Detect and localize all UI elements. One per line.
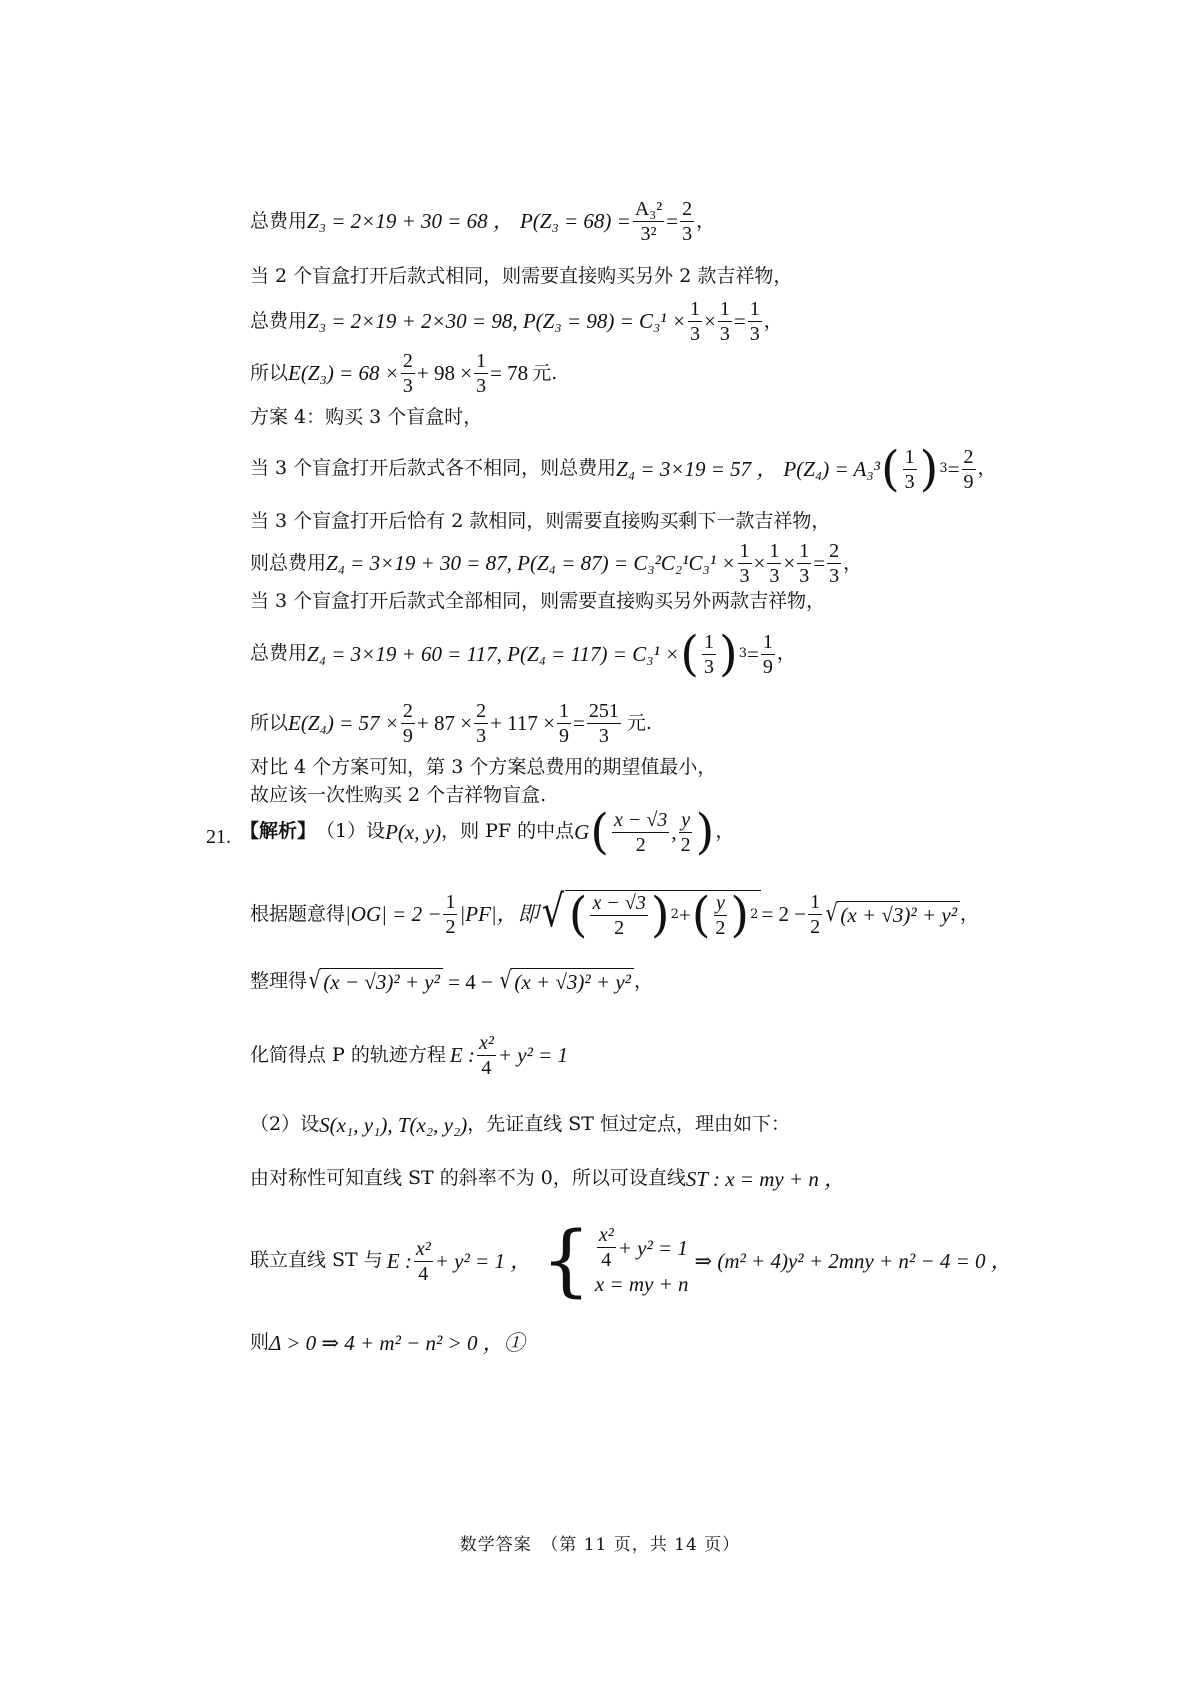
math: Δ > 0 ⇒ 4 + m² − n² > 0 ，① bbox=[269, 1331, 525, 1355]
q21-line7: 联立直线 ST 与 E : $\frac{\text{x²}}{4}$ + y² = 1 ， { $\frac{\text{x²}}{4}$ + y² = 1 x = my + n ⇒ (m² + 4)y² + 2mny + n² − 4 = 0 ， bbox=[250, 1216, 1012, 1306]
math: E(Z₄) = 57 × bbox=[288, 711, 399, 736]
text: 当 3 个盲盒打开后款式各不相同，则总费用 bbox=[250, 457, 617, 480]
num: y bbox=[681, 808, 691, 831]
text: 则总费用 bbox=[250, 551, 327, 574]
line-z4-87: 则总费用 Z₄ = 3×19 + 30 = 87, P(Z₄ = 87) = C₃²C₂¹C₃¹ × $\frac{1}{3}$ × $\frac{1}{3}$ × $\frac{1}{3}$ = $\frac{2}{3}$ ， bbox=[250, 540, 863, 587]
den: 3² bbox=[640, 223, 657, 245]
text: 由对称性可知直线 ST 的斜率不为 0，所以可设直线 bbox=[250, 1167, 686, 1190]
math-prob: P(Z₄) = A₃³ bbox=[783, 456, 880, 481]
math: = 78 bbox=[490, 361, 529, 386]
text: 故应该一次性购买 2 个吉祥物盲盒. bbox=[250, 784, 547, 806]
line-three-two-same bbox=[250, 510, 830, 534]
page-footer: 数学答案 （第 11 页，共 14 页） bbox=[459, 1535, 741, 1555]
math: Z₄ = 3×19 + 30 = 87, P(Z₄ = 87) = C₃²C₂¹C₃¹ × bbox=[326, 551, 736, 576]
text: 所以 bbox=[250, 361, 289, 384]
text: （2）设 bbox=[250, 1113, 320, 1136]
math: Z₃ = 2×19 + 30 = 68 ， bbox=[307, 209, 514, 234]
math: ⇒ (m² + 4)y² + 2mny + n² − 4 = 0 ， bbox=[694, 1248, 1012, 1273]
equation-system: $\frac{\text{x²}}{4}$ + y² = 1 x = my + n bbox=[594, 1224, 689, 1297]
text: 总费用 bbox=[250, 642, 308, 665]
line-compare bbox=[250, 756, 716, 780]
den: 2 bbox=[635, 833, 646, 856]
text: 化简得点 P 的轨迹方程 bbox=[250, 1043, 446, 1066]
line-z3-98: 总费用 Z₃ = 2×19 + 2×30 = 98, P(Z₃ = 98) = C₃¹ × $\frac{1}{3}$ × $\frac{1}{3}$ = $\frac{1}{3}$ ， bbox=[250, 298, 783, 345]
q21-line4: 化简得点 P 的轨迹方程 E : $\frac{\text{x²}}{4}$ + y² = 1 bbox=[250, 1032, 569, 1079]
line-conclusion bbox=[250, 784, 546, 808]
math: G bbox=[574, 819, 590, 844]
fraction bbox=[633, 198, 664, 245]
den: 2 bbox=[680, 833, 691, 856]
text: ，先证直线 ST 恒过定点，理由如下： bbox=[467, 1113, 791, 1136]
text: 总费用 bbox=[250, 209, 308, 232]
math: x = my + n bbox=[594, 1272, 689, 1297]
math: S(x₁, y₁), T(x₂, y₂) bbox=[319, 1113, 468, 1137]
question-number: 21. bbox=[206, 826, 231, 848]
line-z4-57: 当 3 个盲盒打开后款式各不相同，则总费用 Z₄ = 3×19 = 57 ， P(Z₄) = A₃³ ( $\frac{1}{3}$ ) 3 = $\frac{2}{9}$ ， bbox=[250, 441, 997, 497]
q21-line8 bbox=[250, 1330, 525, 1356]
text: ，则 PF 的中点 bbox=[441, 820, 575, 843]
text: 联立直线 ST 与 bbox=[250, 1249, 383, 1272]
num: 2 bbox=[682, 198, 693, 220]
text: （1）设 bbox=[316, 820, 386, 843]
unit: 元. bbox=[532, 361, 558, 384]
den: 3 bbox=[682, 223, 693, 245]
q21-line1: 【解析】 （1）设 P(x, y) ，则 PF 的中点 G ( $\frac{x - √3}{2}$ , $\frac{y}{2}$ ) ， bbox=[240, 804, 735, 860]
line-e-z3: 所以 E(Z₃) = 68 × $\frac{2}{3}$ + 98 × $\frac{1}{3}$ = 78 元. bbox=[250, 350, 558, 397]
q21-line2: 根据题意得 |OG| = 2 − $\frac{1}{2}$ |PF|，即 √ ( $\frac{x - √3}{2}$ ) 2 + ( $\frac{y}{2}$ ) 2 = 2 − $\frac{1}{2}$ √ (x + √3)² + y² ， bbox=[250, 886, 980, 943]
num: A₃² bbox=[634, 198, 663, 220]
math: E(Z₃) = 68 × bbox=[288, 361, 399, 386]
line-three-all-same bbox=[250, 590, 825, 614]
math: + 87 × bbox=[416, 711, 473, 736]
line-plan4 bbox=[250, 406, 482, 430]
q21-line5 bbox=[250, 1112, 790, 1138]
text: 当 2 个盲盒打开后款式相同，则需要直接购买另外 2 款吉祥物， bbox=[250, 265, 793, 287]
line-z3-68: 总费用 Z₃ = 2×19 + 30 = 68 ， P(Z₃ = 68) = $\frac{\text{A₃²}}{\text{3²}}$ = $\frac{2}{3}$ ， bbox=[250, 198, 716, 245]
analysis-tag: 【解析】 bbox=[240, 820, 317, 843]
math: E : bbox=[386, 1248, 412, 1273]
math: |OG| = 2 − bbox=[345, 902, 442, 927]
text: 所以 bbox=[250, 711, 289, 734]
line-z4-117: 总费用 Z₄ = 3×19 + 60 = 117, P(Z₄ = 117) = C₃¹ × ( $\frac{1}{3}$ ) 3 = $\frac{1}{9}$ ， bbox=[250, 626, 796, 682]
text: 方案 4：购买 3 个盲盒时， bbox=[250, 406, 483, 428]
text: 对比 4 个方案可知，第 3 个方案总费用的期望值最小， bbox=[250, 756, 717, 778]
math: + 117 × bbox=[490, 711, 556, 736]
line-e-z4: 所以 E(Z₄) = 57 × $\frac{2}{9}$ + 87 × $\frac{2}{3}$ + 117 × $\frac{1}{9}$ = $\frac{251}{3}$ 元. bbox=[250, 700, 652, 747]
text: 总费用 bbox=[250, 309, 308, 332]
math: ST : x = my + n ， bbox=[685, 1167, 846, 1191]
math-prob: P(Z₃ = 68) = bbox=[519, 209, 631, 234]
line-two-same bbox=[250, 265, 792, 289]
math: E : bbox=[449, 1043, 475, 1068]
math: Z₄ = 3×19 + 60 = 117, P(Z₄ = 117) = C₃¹ × bbox=[307, 641, 680, 666]
text: 根据题意得 bbox=[250, 902, 346, 925]
math: + y² = 1 bbox=[497, 1043, 569, 1068]
q21-line3: 整理得 √ (x − √3)² + y² = 4 − √ (x + √3)² + y² ， bbox=[250, 966, 653, 994]
math: Z₄ = 3×19 = 57 ， bbox=[616, 456, 778, 481]
math: P(x, y) bbox=[385, 819, 442, 844]
math: |PF|，即 bbox=[459, 902, 539, 927]
num: x − √3 bbox=[614, 808, 668, 831]
math: + 98 × bbox=[416, 361, 473, 386]
text: 则 bbox=[250, 1331, 270, 1354]
text: 当 3 个盲盒打开后恰有 2 款相同，则需要直接购买剩下一款吉祥物， bbox=[250, 510, 831, 532]
text: 整理得 bbox=[250, 969, 308, 992]
math: + y² = 1 ， bbox=[434, 1248, 532, 1273]
text: 当 3 个盲盒打开后款式全部相同，则需要直接购买另外两款吉祥物， bbox=[250, 590, 826, 612]
fraction bbox=[680, 198, 694, 245]
sqrt: √ ( $\frac{x - √3}{2}$ ) 2 + ( $\frac{y}{2}$ ) 2 bbox=[539, 890, 762, 939]
q21-line6 bbox=[250, 1166, 845, 1192]
math: Z₃ = 2×19 + 2×30 = 98, P(Z₃ = 98) = C₃¹ × bbox=[307, 309, 687, 334]
unit: 元. bbox=[626, 711, 652, 734]
